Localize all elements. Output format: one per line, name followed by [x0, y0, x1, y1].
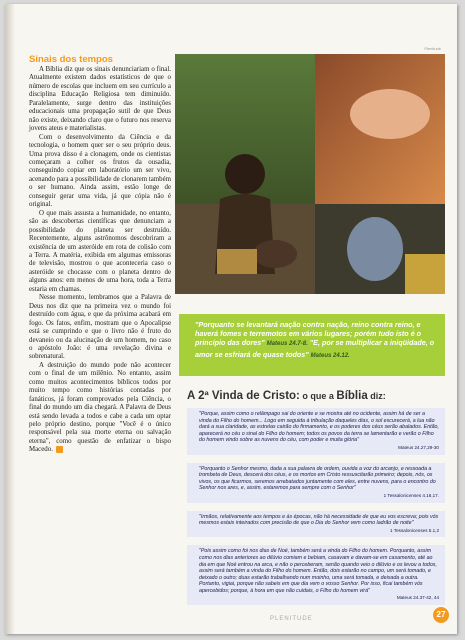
- quote-text: "Porquanto se levantará nação contra nação, reino contra reino, e haverá fomes e terremotos em vários lugares; porém tudo isto é o princípio das dores": [195, 320, 422, 348]
- verse-text: "Porque, assim como o relâmpago sai do oriente e se mostra até no ocidente, assim há de ser a vinda do Filho do homem... Logo em seguida à tribulação daqueles dias, o sol escurecerá, a lua não dará a sua claridade, as estrelas cairão do firmamento, e os poderes dos céus serão abalados. Então, aparecerá no céu o sinal do Filho do homem; todos os povos da terra se lamentarão e verão o Filho do homem vindo sobre as nuvens do céu, com poder e muita glória": [199, 411, 439, 444]
- header-tag: Plenitude: [424, 46, 441, 51]
- quote-reference: Mateus 24.7-8.: [266, 341, 308, 348]
- verse-block: [187, 463, 445, 503]
- paragraph: [29, 362, 171, 455]
- verses-heading-part: Bíblia: [336, 390, 368, 402]
- photo-collage-image: [175, 54, 445, 294]
- verse-reference: 1 Tessalonicenses 4.16,17.: [383, 492, 439, 498]
- paragraph-text: A destruição do mundo pode não acontecer com o final de um milênio. No entanto, assim como muitos acontecimentos bíblicos todos por muito tempo como histórias contadas por fanáticos, já foram comprovados pela Ciência, o final do mundo um dia chegará. A Palavra de Deus está sendo levada a todos e cabe a cada um optar pelo próprio destino, porque "Você é o único responsável pela sua morte eterna ou salvação eterna", como questão de enfatizar o bispo Macedo.: [29, 361, 171, 454]
- paragraph: Nesse momento, lembramos que a Palavra de Deus nos diz que na primeira vez o mundo foi destruído com água, e que da próxima acabará em fogo. Os fatos, enfim, mostram que o Apocalipse está se cumprindo e que o livro não é fruto do devaneio ou da alucinação de um homem, no caso o apóstolo João: é uma revelação divina e sobrenatural.: [29, 294, 171, 361]
- verses-heading-part: A 2ª Vinda de Cristo:: [187, 390, 300, 402]
- verses-list: [187, 408, 445, 613]
- paragraph: Com o desenvolvimento da Ciência e da tecnologia, o homem quer ser o seu próprio deus. Uma prova disso é a clonagem, onde os cientistas começaram a colher os frutos da ousadia, conseguindo copiar em laboratório um ser vivo, acenando para a possibilidade de clonarem também o ser humano. Ainda assim, estão longe de conseguir gerar uma vida, já que cópia não é original.: [29, 133, 171, 209]
- quote-text-2: "E, por se multiplicar a iniqüidade, o amor se esfriará de quase todos": [195, 338, 435, 359]
- quote-reference-2: Mateus 24.12.: [310, 352, 350, 359]
- verse-text: "Irmãos, relativamente aos tempos e às épocas, não há necessidade de que eu vos escreva; pois vós mesmos estais inteirados com precisão de que o Dia do Senhor vem como ladrão de noite": [199, 513, 439, 527]
- paragraph: A Bíblia diz que os sinais denunciariam o final. Atualmente existem dados estatísticos de que o número de escolas que incluem em seu currículo a disciplina Educação Religiosa tem diminuído. Paralelamente, surge dentro das instituições educacionais uma propagação sutil de que Deus não existe, deixando claro que o futuro nos reserva jovens ateus e materialistas.: [29, 66, 171, 133]
- verse-block: [187, 511, 445, 538]
- verse-reference: Mateus 24.37-42, 44: [396, 595, 439, 601]
- footer-brand: PLENITUDE: [270, 616, 313, 622]
- verse-block: [187, 408, 445, 455]
- verses-heading-part: o que a: [299, 391, 337, 401]
- verse-text: "Porquanto o Senhor mesmo, dada a sua palavra de ordem, ouvida a voz do arcanjo, e ressoada a trombeta de Deus, descerá dos céus, e os mortos em Cristo ressuscitarão primeiro; depois, nós, os vivos, os que ficarmos, seremos arrebatados juntamente com eles, entre nuvens, para o encontro do Senhor nos ares, e, assim, estaremos para sempre com o Senhor": [199, 465, 436, 492]
- page-number: 27: [433, 607, 449, 623]
- verses-heading: [187, 390, 386, 402]
- end-mark-icon: [56, 446, 63, 453]
- verse-text: "Pois assim como foi nos dias de Noé, também será a vinda do Filho do homem. Porquanto, assim como nos dias anteriores ao dilúvio comiam e bebiam, casavam e davam-se em casamento, até ao dia em que Noé entrou na arca, e não o perceberam, senão quando veio o dilúvio e os levou a todos, assim será também a vinda do Filho do homem. Então, dois estarão no campo, um será tomado, e deixado o outro; duas estarão trabalhando num moinho, uma será tomada, e deixada a outra. Portanto, vigiai, porque não sabeis em que dia vem o vosso Senhor. Por isso, ficai também vós apercebidos; porque, à hora em que não cuidais, o Filho do homem virá": [199, 548, 437, 594]
- verse-reference: Mateus 24.27,29-30: [398, 444, 439, 450]
- section-title: Sinais dos tempos: [29, 54, 113, 65]
- page-gutter-shadow: [5, 4, 15, 634]
- paragraph: O que mais assusta a humanidade, no entanto, são as descobertas científicas que denunciam a possibilidade do planeta ser destruído. Recentemente, alguns astrônomos descobriram a existência de um asteróide em rota de colisão com a Terra. A matéria, exibida em algumas emissoras de televisão, mostrou o que aconteceria caso o asteróide se chocasse com o planeta dentro de alguns anos: em menos de uma hora, toda a Terra estaria em chamas.: [29, 209, 171, 293]
- article-body: [29, 66, 171, 455]
- verse-block: [187, 545, 445, 605]
- verse-reference: 1 Tessalonicenses 5.1,2: [390, 527, 439, 533]
- photo-collage: [175, 54, 445, 294]
- magazine-page: [5, 4, 457, 634]
- verses-heading-part: diz:: [367, 391, 386, 401]
- quote-box: [179, 314, 445, 376]
